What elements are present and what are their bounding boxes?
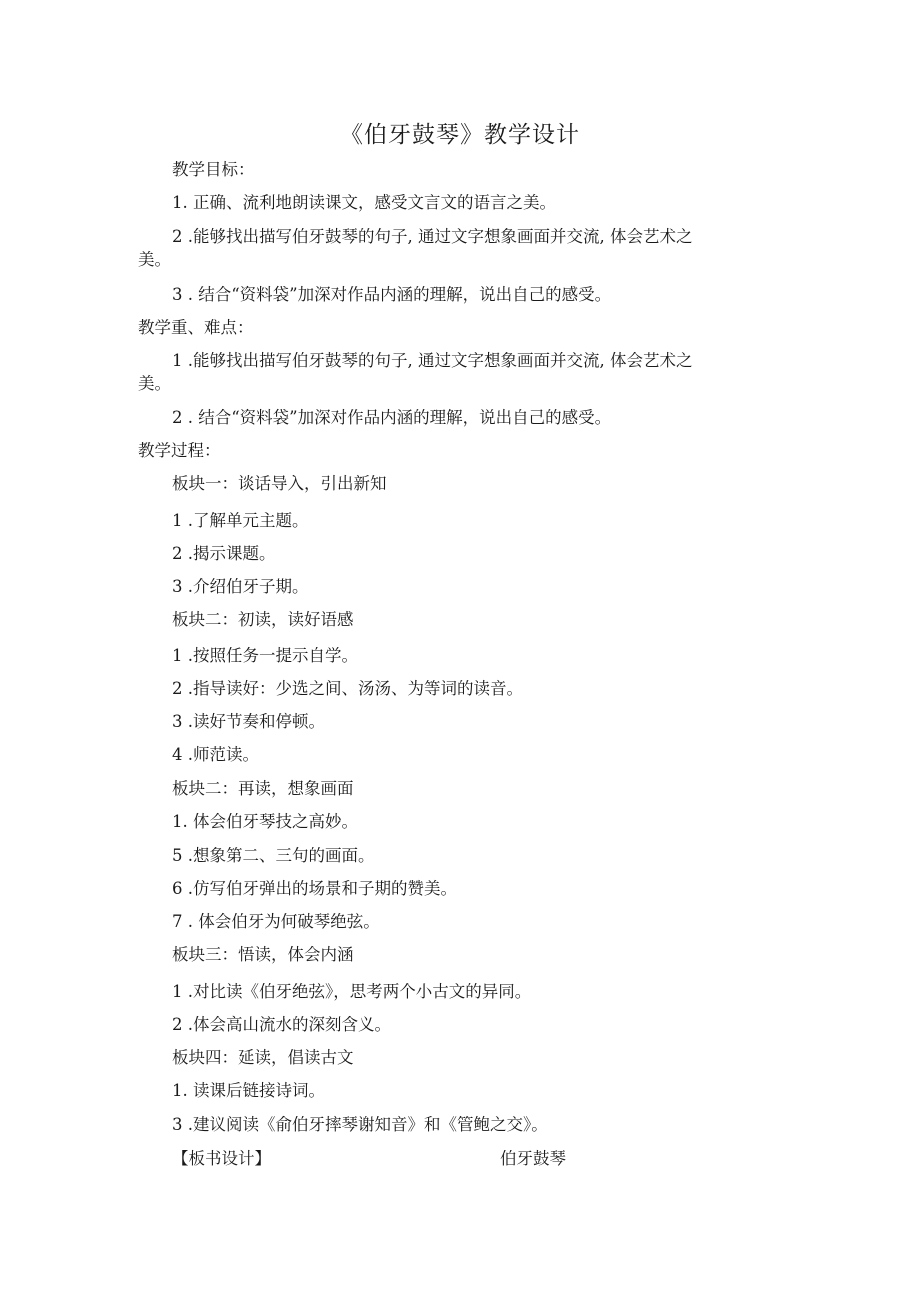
key-points-heading: 教学重、难点： <box>138 318 254 337</box>
process-item: 2 .体会高山流水的深刻含义。 <box>172 1015 391 1034</box>
process-item: 1 .了解单元主题。 <box>172 511 309 530</box>
process-item: 3 .建议阅读《俞伯牙摔琴谢知音》和《管鲍之交》。 <box>172 1115 548 1134</box>
objectives-heading: 教学目标： <box>172 160 255 179</box>
block-title: 板块一：谈话导入，引出新知 <box>172 474 387 493</box>
process-item: 1 .对比读《伯牙绝弦》，思考两个小古文的异同。 <box>172 982 532 1001</box>
objective-item: 3 . 结合“资料袋”加深对作品内涵的理解，说出自己的感受。 <box>172 285 612 304</box>
objective-item: 1. 正确、流利地朗读课文，感受文言文的语言之美。 <box>172 193 556 212</box>
process-item: 2 .揭示课题。 <box>172 544 276 563</box>
process-heading: 教学过程： <box>138 441 221 460</box>
board-design-label: 【板书设计】 <box>172 1149 271 1168</box>
block-title: 板块二：初读，读好语感 <box>172 610 354 629</box>
key-point-item-continuation: 美。 <box>138 374 171 393</box>
document-title: 《伯牙鼓琴》教学设计 <box>340 122 580 148</box>
key-point-item: 2 . 结合“资料袋”加深对作品内涵的理解，说出自己的感受。 <box>172 408 612 427</box>
process-item: 1 .按照任务一提示自学。 <box>172 646 358 665</box>
board-design-text: 伯牙鼓琴 <box>500 1149 566 1168</box>
process-item: 2 .指导读好：少选之间、汤汤、为等词的读音。 <box>172 679 523 698</box>
objective-item-continuation: 美。 <box>138 250 171 269</box>
process-item: 5 .想象第二、三句的画面。 <box>172 846 375 865</box>
process-item: 1. 体会伯牙琴技之高妙。 <box>172 812 358 831</box>
objective-item: 2 .能够找出描写伯牙鼓琴的句子, 通过文字想象画面并交流, 体会艺术之 <box>172 227 693 246</box>
process-item: 3 .介绍伯牙子期。 <box>172 577 309 596</box>
block-title: 板块四：延读，倡读古文 <box>172 1048 354 1067</box>
process-item: 3 .读好节奏和停顿。 <box>172 712 325 731</box>
process-item: 4 .师范读。 <box>172 745 259 764</box>
block-title: 板块二：再读，想象画面 <box>172 779 354 798</box>
block-title: 板块三：悟读，体会内涵 <box>172 945 354 964</box>
process-item: 6 .仿写伯牙弹出的场景和子期的赞美。 <box>172 879 457 898</box>
process-item: 1. 读课后链接诗词。 <box>172 1081 325 1100</box>
key-point-item: 1 .能够找出描写伯牙鼓琴的句子, 通过文字想象画面并交流, 体会艺术之 <box>172 351 693 370</box>
process-item: 7 . 体会伯牙为何破琴绝弦。 <box>172 912 380 931</box>
